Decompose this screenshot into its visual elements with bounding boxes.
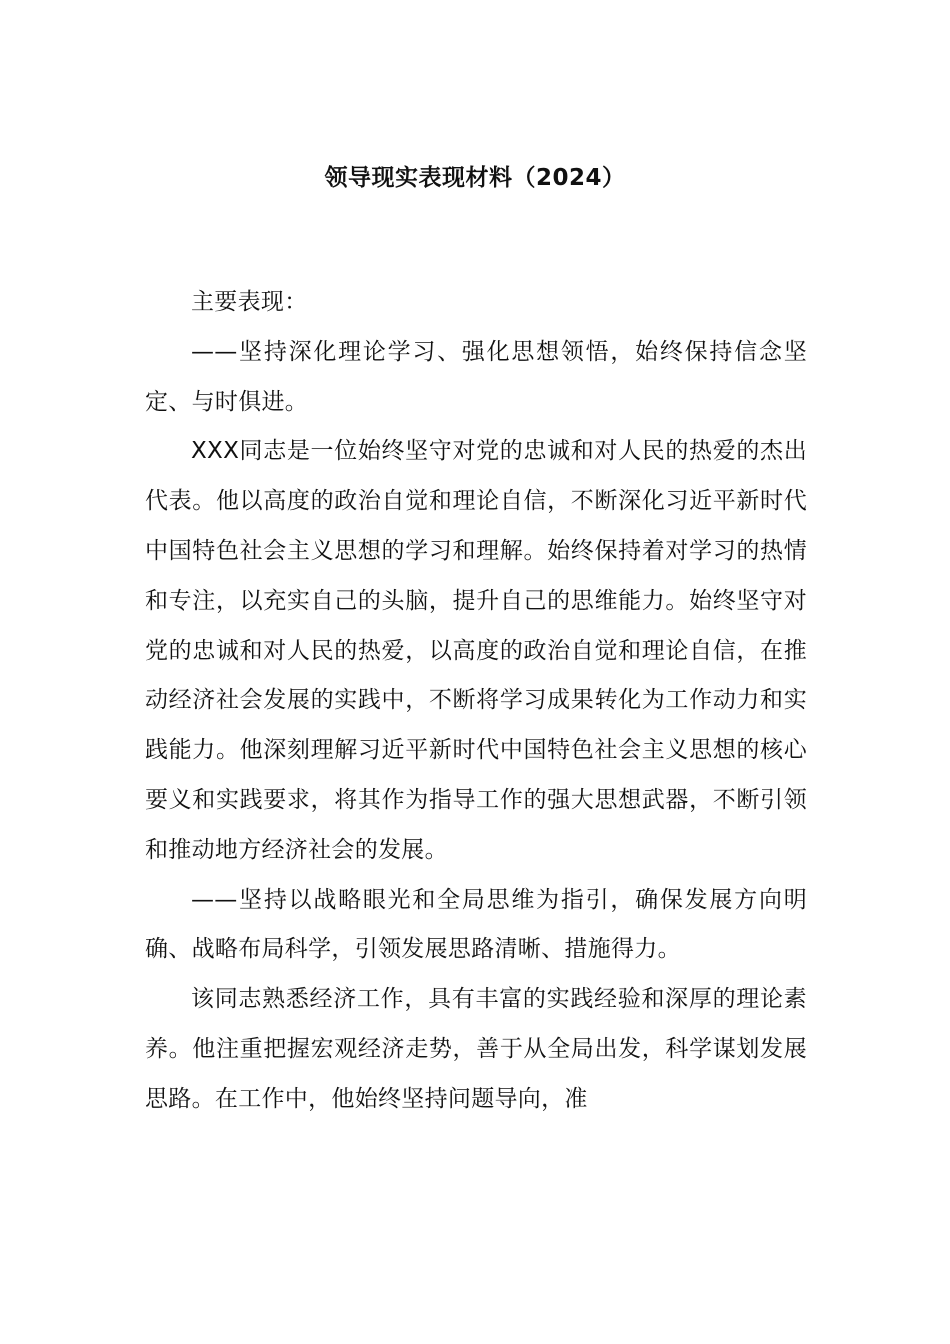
document-body xyxy=(145,278,807,1125)
document-title: 领导现实表现材料（2024） xyxy=(324,165,626,191)
paragraph-point-two-detail: 该同志熟悉经济工作，具有丰富的实践经验和深厚的理论素养。他注重把握宏观经济走势，善于从全局出发，科学谋划发展思路。在工作中，他始终坚持问题导向，准 xyxy=(145,986,807,1112)
paragraph-point-two: ——坚持以战略眼光和全局思维为指引，确保发展方向明确、战略布局科学，引领发展思路清晰、措施得力。 xyxy=(145,886,807,963)
paragraph-point-one: ——坚持深化理论学习、强化思想领悟，始终保持信念坚定、与时俱进。 xyxy=(145,338,807,415)
paragraph-point-one-detail: XXX同志是一位始终坚守对党的忠诚和对人民的热爱的杰出代表。他以高度的政治自觉和理论自信，不断深化习近平新时代中国特色社会主义思想的学习和理解。始终保持着对学习的热情和专注，以充实自己的头脑，提升自己的思维能力。始终坚守对党的忠诚和对人民的热爱，以高度的政治自觉和理论自信，在推动经济社会发展的实践中，不断将学习成果转化为工作动力和实践能力。他深刻理解习近平新时代中国特色社会主义思想的核心要义和实践要求，将其作为指导工作的强大思想武器，不断引领和推动地方经济社会的发展。 xyxy=(145,438,807,863)
paragraph-section-heading: 主要表现： xyxy=(191,289,308,315)
